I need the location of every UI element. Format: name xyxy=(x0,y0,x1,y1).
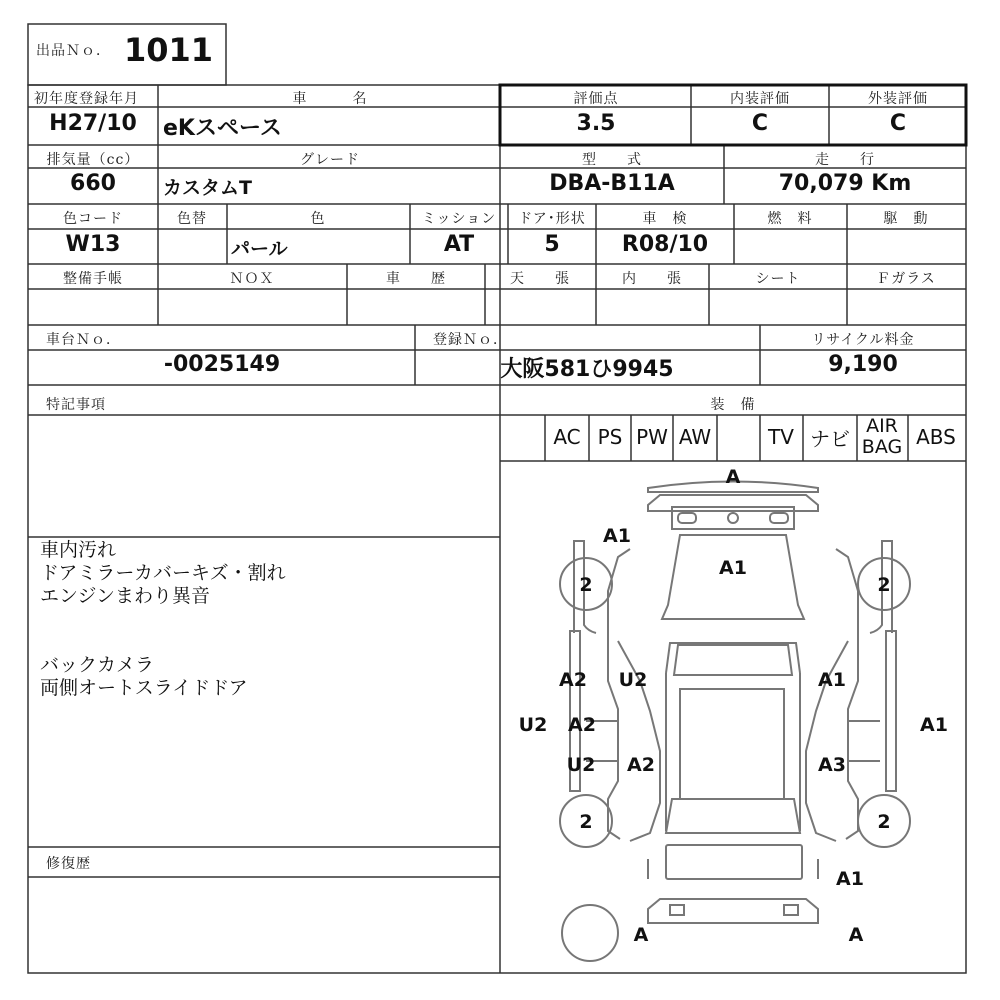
model-label: 型 式 xyxy=(582,152,642,168)
color-code-value: W13 xyxy=(65,232,121,257)
color-code-label: 色コード xyxy=(63,211,123,227)
right-body-outline xyxy=(836,549,858,839)
damage-front-left-tire: 2 xyxy=(579,574,593,596)
equip-navi: ナビ xyxy=(810,427,850,451)
displacement-value: 660 xyxy=(70,171,116,196)
damage-rear-bumper-right: A xyxy=(848,924,864,946)
seat-label: シート xyxy=(755,271,801,287)
color-value: パール xyxy=(231,238,288,260)
displacement-label: 排気量（cc） xyxy=(46,152,140,168)
equip-airbag: AIR BAG xyxy=(861,415,903,458)
reg-no-label: 登録Ｎｏ． xyxy=(433,332,508,348)
nox-label: ＮＯＸ xyxy=(229,271,275,287)
score-label: 評価点 xyxy=(573,91,619,107)
damage-rear-right-tire: 2 xyxy=(877,811,891,833)
damage-left-pillar: A2 xyxy=(568,714,596,736)
damage-right-side: A1 xyxy=(920,714,948,736)
damage-left-front-door-outer: A2 xyxy=(559,669,587,691)
lot-number: 1011 xyxy=(124,31,214,69)
front-grille-outline xyxy=(648,495,818,511)
equip-abs: ABS xyxy=(916,425,956,449)
first-reg-value: H27/10 xyxy=(49,111,137,136)
door-shape-value: 5 xyxy=(544,232,560,257)
inspection-label: 車 検 xyxy=(642,211,688,227)
car-name-value: eKスペース xyxy=(163,116,282,141)
remarks-label: 特記事項 xyxy=(46,397,106,413)
rear-bumper-outline xyxy=(648,899,818,923)
lot-label: 出品Ｎｏ． xyxy=(36,43,111,59)
spare-tire-outline xyxy=(562,905,618,961)
first-reg-label: 初年度登録年月 xyxy=(34,91,139,107)
reg-no-value: 大阪581ひ9945 xyxy=(500,357,674,382)
maintenance-book-label: 整備手帳 xyxy=(63,271,123,287)
equip-pw: PW xyxy=(636,425,668,449)
rear-window-outline xyxy=(666,799,800,833)
grade-label: グレード xyxy=(300,152,360,168)
car-name-label: 車 名 xyxy=(292,91,368,107)
damage-left-rear-door-outer: U2 xyxy=(566,754,596,776)
grade-value: カスタムT xyxy=(163,177,252,199)
history-label: 車 歴 xyxy=(386,271,446,287)
mileage-label: 走 行 xyxy=(815,152,875,168)
remarks-text: 車内汚れ ドアミラーカバーキズ・割れ エンジンまわり異音 バックカメラ 両側オートスライドドア xyxy=(40,539,286,699)
damage-hood-left: A1 xyxy=(603,525,631,547)
equip-aw: AW xyxy=(678,425,712,449)
inspection-value: R08/10 xyxy=(621,232,709,257)
exterior-value: C xyxy=(889,111,907,136)
door-shape-label: ドア･形状 xyxy=(518,211,586,227)
drive-label: 駆 動 xyxy=(883,211,929,227)
tailgate-outline xyxy=(666,845,802,879)
damage-rear-bumper-left: A xyxy=(633,924,649,946)
mileage-value: 70,079 Km xyxy=(778,171,912,196)
recycle-label: リサイクル料金 xyxy=(811,332,915,348)
fuel-label: 燃 料 xyxy=(767,211,813,227)
damage-left-rear-door: A2 xyxy=(627,754,655,776)
damage-right-rear-door: A3 xyxy=(818,754,846,776)
f-glass-label: Ｆガラス xyxy=(876,271,936,287)
damage-right-front-door: A1 xyxy=(818,669,846,691)
equip-ps: PS xyxy=(597,425,623,449)
chassis-no-value: -0025149 xyxy=(163,352,281,377)
damage-left-side: U2 xyxy=(518,714,548,736)
damage-rear-left-tire: 2 xyxy=(579,811,593,833)
interior-label: 内装評価 xyxy=(730,91,790,107)
damage-front-right-tire: 2 xyxy=(877,574,891,596)
roof-outline xyxy=(680,689,784,799)
chassis-no-label: 車台Ｎｏ． xyxy=(46,332,121,348)
interior-value: C xyxy=(751,111,769,136)
color-label: 色 xyxy=(310,211,326,227)
recycle-value: 9,190 xyxy=(828,352,898,377)
equip-tv: TV xyxy=(768,425,794,449)
color-change-label: 色替 xyxy=(177,211,207,227)
windshield-outline xyxy=(674,645,792,675)
interior-trim-label: 内 張 xyxy=(622,271,682,287)
ceiling-label: 天 張 xyxy=(510,271,570,287)
right-sill-outline xyxy=(886,631,896,791)
transmission-label: ミッション xyxy=(421,211,497,227)
damage-front-bumper: A xyxy=(725,466,741,488)
transmission-value: AT xyxy=(443,232,475,257)
damage-left-front-door: U2 xyxy=(618,669,648,691)
damage-rear-right: A1 xyxy=(836,868,864,890)
equipment-label: 装 備 xyxy=(710,397,756,413)
exterior-label: 外装評価 xyxy=(868,91,928,107)
repair-history-label: 修復歴 xyxy=(46,856,91,872)
equip-ac: AC xyxy=(553,425,581,449)
damage-hood: A1 xyxy=(719,557,747,579)
score-value: 3.5 xyxy=(576,111,616,136)
model-value: DBA-B11A xyxy=(549,171,675,196)
